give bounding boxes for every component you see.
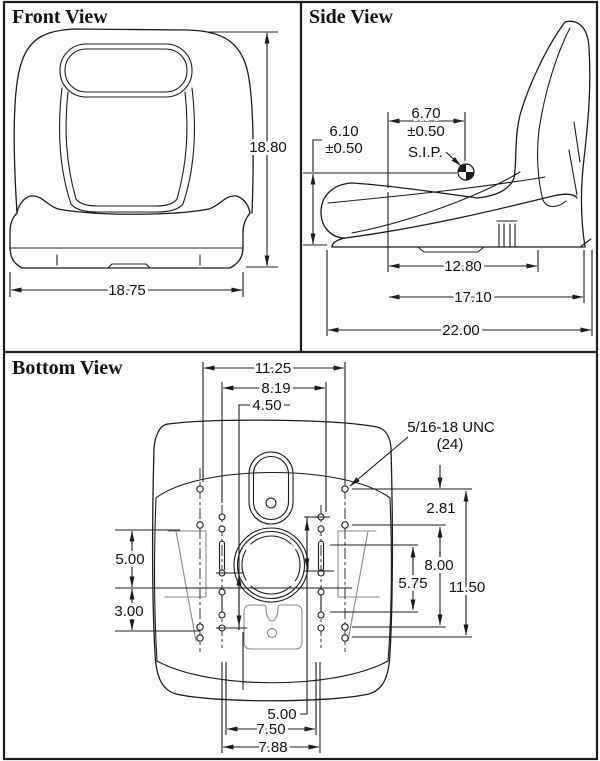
bottom-center-slot — [249, 452, 293, 524]
sip-leader — [446, 152, 461, 166]
side-cushion-diagonal-b — [352, 172, 520, 233]
bottom-dim-top-inner-label: 8.19 — [261, 380, 291, 397]
front-cushion-outer — [59, 88, 194, 212]
bottom-dim-left2-label: 3.00 — [114, 603, 144, 620]
sip-symbol — [458, 164, 474, 180]
bottom-hole-column-inner-right — [318, 505, 324, 648]
side-backrest-detail-line2 — [569, 150, 577, 195]
side-view-title: Side View — [309, 6, 393, 28]
side-backrest-back-edge — [565, 21, 590, 247]
thread-callout-line2: (24) — [436, 436, 464, 453]
side-base-line — [332, 238, 585, 247]
side-dim-sip-vertical-label: 6.10 — [329, 123, 359, 140]
bottom-pan-bottom-seam — [157, 661, 388, 683]
bottom-view — [12, 357, 495, 756]
side-dim-sip-horizontal-tol: ±0.50 — [407, 123, 445, 140]
side-cushion-nose — [321, 183, 352, 238]
side-base-rear-corner — [580, 239, 591, 247]
bottom-dim-top-offset — [216, 397, 290, 630]
front-cushion-inner — [66, 92, 187, 206]
bottom-dim-top-offset-label: 4.50 — [252, 397, 282, 414]
side-dim-depth-label: 17.10 — [454, 289, 492, 306]
bottom-hole-column-inner-left — [219, 505, 225, 648]
bottom-dim-bottom2-label: 7.50 — [256, 721, 286, 738]
bottom-notched-plate — [244, 605, 302, 649]
bottom-dim-right1-label: 2.81 — [426, 500, 456, 517]
side-dim-rail-label: 12.80 — [444, 258, 482, 275]
bottom-view-title: Bottom View — [12, 357, 123, 379]
side-backrest-seam — [538, 28, 570, 207]
bottom-hole-column-outer-left — [197, 468, 203, 652]
side-dim-sip-vertical — [303, 123, 363, 245]
bottom-dim-right3-label: 5.75 — [398, 575, 428, 592]
side-view — [303, 6, 592, 339]
bottom-pan-outline — [153, 420, 393, 701]
side-dim-sip-horizontal-label: 6.70 — [411, 105, 441, 122]
bottom-pan-top-seam — [156, 473, 390, 499]
panel-borders — [4, 2, 597, 759]
front-dim-height-label: 18.80 — [249, 139, 287, 156]
side-adjuster-bracket — [497, 221, 517, 247]
thread-callout-line1: 5/16-18 UNC — [407, 419, 495, 436]
bottom-dim-top-outer-label: 11.25 — [254, 360, 292, 377]
bottom-dim-left1-label: 5.00 — [115, 551, 145, 568]
front-base-outline — [10, 213, 250, 268]
bottom-center-hub — [234, 528, 308, 602]
bottom-pan-left-lip — [155, 498, 157, 661]
bottom-dim-right4-label: 11.50 — [448, 579, 486, 596]
front-dim-width — [10, 272, 243, 299]
bottom-dim-bottom3-label: 7.88 — [258, 739, 288, 756]
front-headrest-outer — [60, 44, 192, 97]
bottom-dim-right2-label: 8.00 — [424, 557, 454, 574]
side-dim-overall-label: 22.00 — [442, 322, 480, 339]
bottom-dim-bottom1-label: 5.00 — [267, 706, 297, 723]
side-cushion-top — [352, 183, 478, 198]
side-dim-depth — [389, 250, 584, 306]
sip-label: S.I.P. — [408, 144, 443, 161]
front-headrest-inner — [65, 49, 187, 92]
bottom-hole-column-outer-right — [342, 468, 348, 652]
front-seatback-outline — [14, 29, 253, 213]
bottom-dim-left — [114, 530, 352, 631]
side-backrest-detail-line — [574, 122, 580, 162]
thread-callout — [350, 419, 495, 486]
front-view — [10, 6, 287, 299]
side-backrest-front-face — [478, 22, 565, 198]
front-dim-width-label: 18.75 — [108, 282, 146, 299]
side-dim-sip-vertical-tol: ±0.50 — [325, 140, 363, 157]
front-view-title: Front View — [12, 6, 108, 28]
side-base-tab — [418, 247, 484, 252]
